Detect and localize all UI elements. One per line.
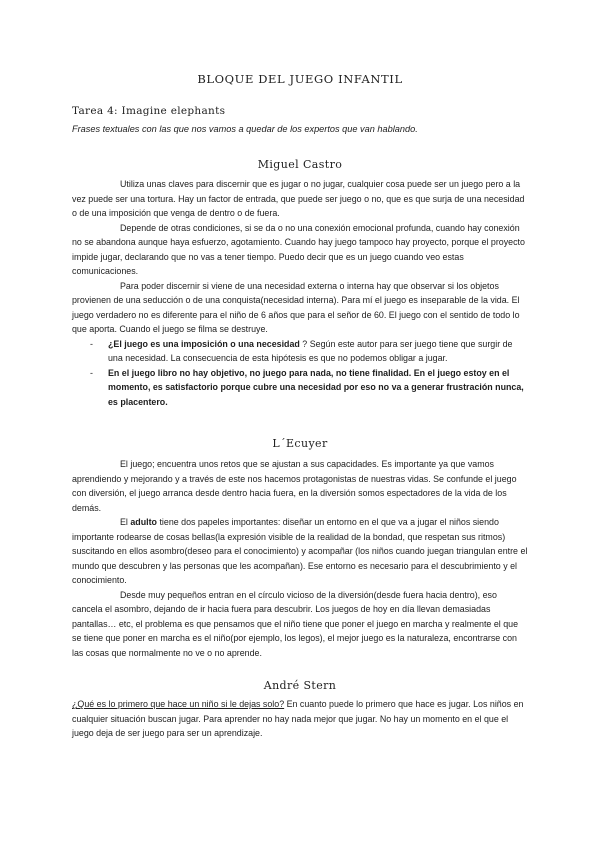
paragraph-text: En cuanto puede lo primero que hace es jugar. Los niños en cualquier situación buscan jugar. Para aprender no hay nada mejor que jugar. No hay un momento en el que el juego deja de ser juego para ser un aprendizaje. — [72, 699, 524, 738]
underlined-question: ¿Qué es lo primero que hace un niño si le dejas solo? — [72, 699, 285, 709]
paragraph — [72, 697, 528, 741]
bullet-list — [72, 337, 528, 410]
section-heading-castro: Miguel Castro — [257, 158, 343, 171]
section-body-stern — [72, 697, 528, 741]
section-body-lecuyer — [72, 457, 528, 660]
list-item — [72, 366, 528, 410]
document-title: BLOQUE DEL JUEGO INFANTIL — [197, 72, 403, 86]
paragraph: Desde muy pequeños entran en el círculo vicioso de la diversión(desde fuera hacia dentro), eso cancela el asombro, dejando de ir hacia fuera para descubrir. Los juegos de hoy en día llevan demasiadas pantallas… etc, el problema es que pensamos que el niño tiene que poner el juego en marcha y realmente el que se tiene que poner en marcha es el niño(por ejemplo, los legos), el mejor juego es la naturaleza, encontrarse con las cosas que normalmente no ve o no aprende. — [72, 589, 519, 658]
section-heading-stern: André Stern — [263, 679, 337, 692]
paragraph: Utiliza unas claves para discernir que es jugar o no jugar, cualquier cosa puede ser un juego pero a la vez puede ser una tortura. Hay un factor de entrada, que puede ser juego o no, que es que surja de una necesidad o de una imposición que venga de dentro o de fuera. — [72, 179, 525, 218]
bullet-bold-text: ¿El juego es una imposición o una necesidad — [108, 338, 300, 349]
section-body-castro — [72, 177, 528, 409]
paragraph-text: El — [120, 517, 131, 527]
task-heading: Tarea 4: Imagine elephants — [72, 105, 226, 117]
paragraph: Para poder discernir si viene de una necesidad externa o interna hay que observar si los objetos provienen de una seducción o de una conquista(necesidad interna). Para mí el juego es inseparable de la vida. El juego verdadero no es diferente para el niño de 6 años que para el señor de 60. El juego con el sentido de todo lo que aporta. Cuando el juego se filma se destruye. — [72, 280, 520, 334]
section-heading-lecuyer: L´Ecuyer — [272, 437, 328, 450]
paragraph: Depende de otras condiciones, si se da o no una conexión emocional profunda, cuando hay conexión no se abandona aunque haya esfuerzo, agotamiento. Cuando hay juego tampoco hay proyecto, porque el proyecto impide jugar, declarando que no vas a tener tiempo. Puedo decir que es un juego cuando veo estas comunicaciones. — [72, 222, 525, 276]
paragraph-text: tiene dos papeles importantes: diseñar un entorno en el que va a jugar el niños siendo importante rodearse de cosas bellas(la expresión visible de la realidad de la bondad, que respetan sus ritmos) suscitando en ellos asombro(deseo para el conocimiento) y acompañar (los niños cuando juegan triangulan entre el mundo que descubren y las personas que les acompañan). Ese entorno es necesario para el descubrimiento y el conocimiento. — [72, 517, 528, 585]
paragraph: El juego; encuentra unos retos que se ajustan a sus capacidades. Es importante ya que vamos aprendiendo y mejorando y a través de este nos hacemos protagonistas de nuestras vidas. Se confunde el juego con diversión, el juego arranca desde dentro hacia fuera, en la diversión somos espectadores de la vida de los demás. — [72, 459, 517, 513]
bullet-text: ? Según este autor para ser juego tiene que surgir de una necesidad. La consecuencia de esta hipótesis es que no podemos obligar a jugar. — [108, 338, 513, 363]
bullet-bold-text: En el juego libro no hay objetivo, no juego para nada, no tiene finalidad. En el juego estoy en el momento, es satisfactorio porque cubre una necesidad por eso no va a generar frustración nunca, es placentero. — [108, 367, 524, 407]
bullet-dash: - — [90, 367, 93, 378]
bold-term: adulto — [130, 517, 157, 527]
paragraph — [72, 515, 528, 588]
task-subtitle: Frases textuales con las que nos vamos a quedar de los expertos que van hablando. — [72, 124, 418, 134]
bullet-dash: - — [90, 338, 93, 349]
list-item — [72, 337, 528, 366]
